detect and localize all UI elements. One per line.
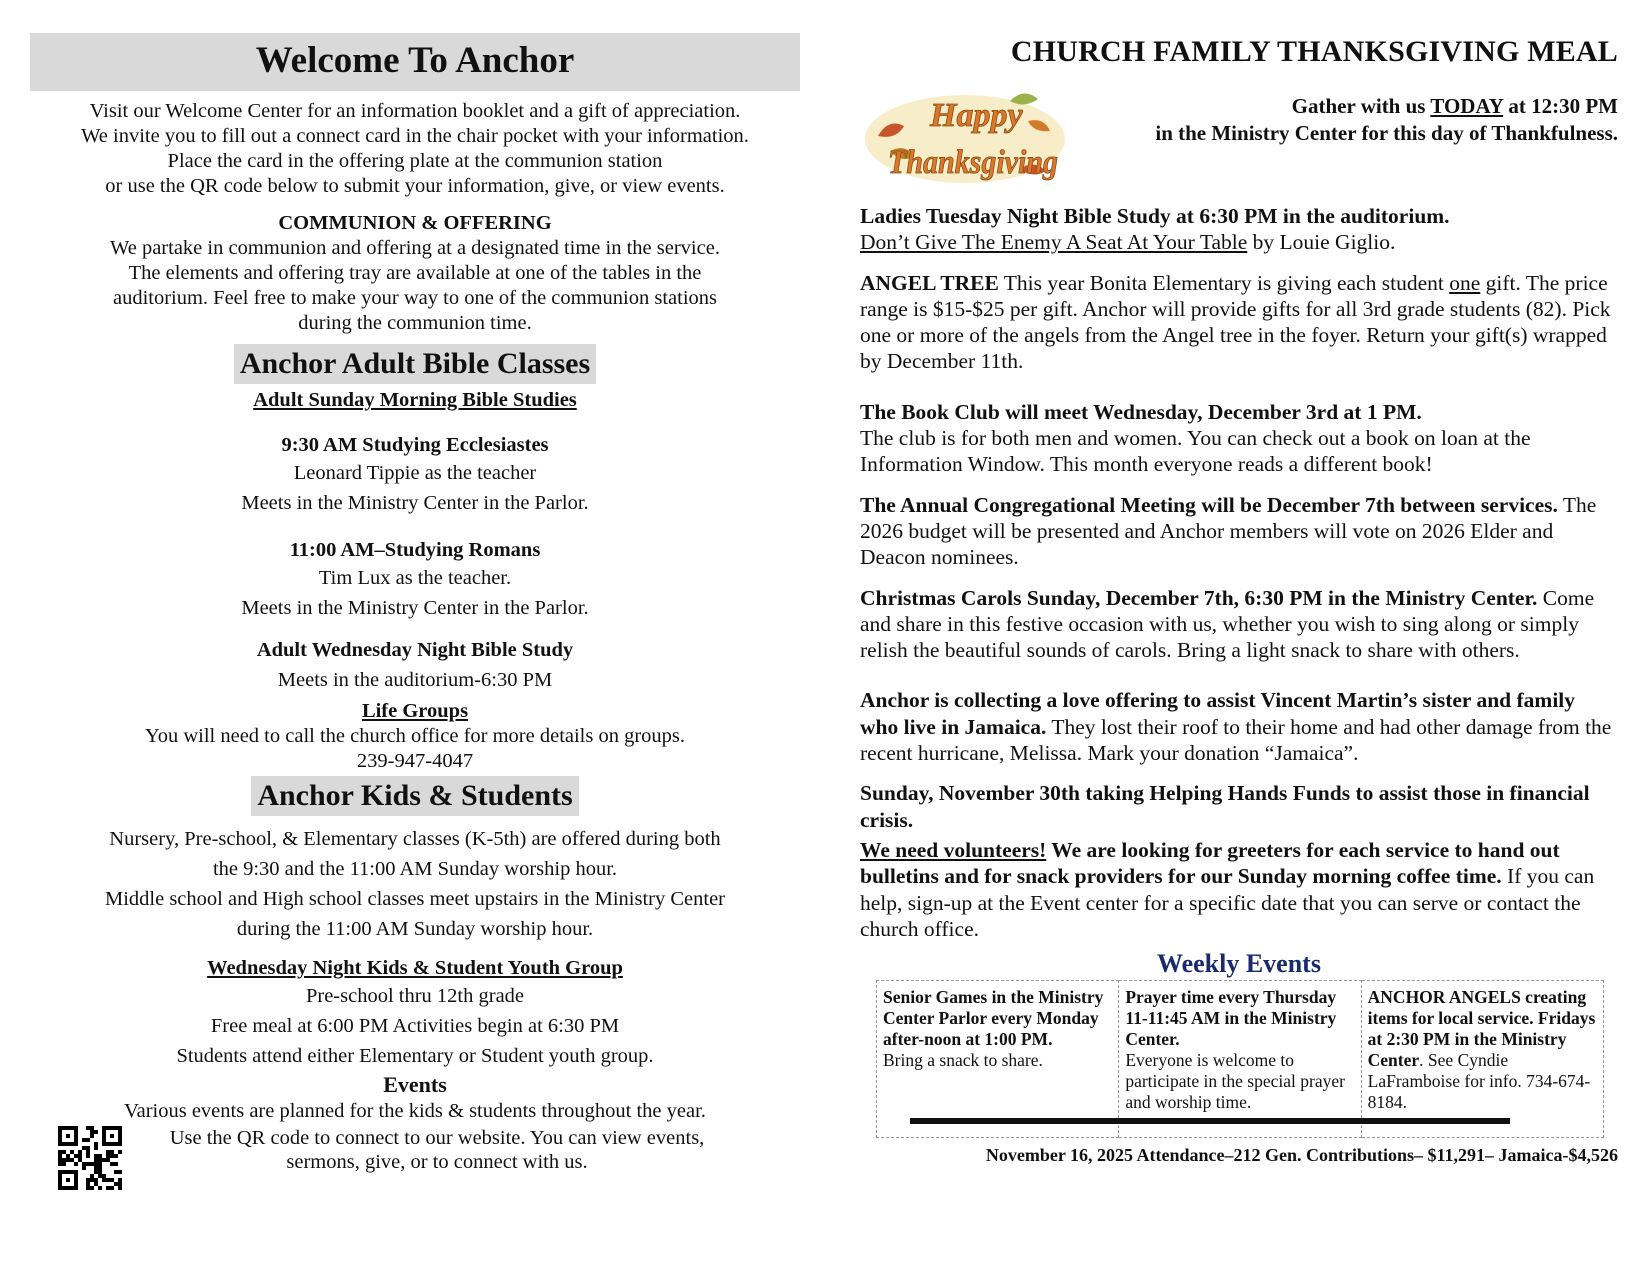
cell3-bold: ANCHOR ANGELS creating items for local service. Fridays at 2:30 PM in the Ministry Center: [1367, 987, 1596, 1071]
communion-line: auditorium. Feel free to make your way to one of the communion stations: [112, 287, 718, 309]
wednesday-heading: Adult Wednesday Night Bible Study: [256, 639, 574, 661]
angel-bold: ANGEL TREE: [860, 270, 999, 295]
class2-heading: 11:00 AM–Studying Romans: [289, 539, 541, 561]
left-column: [30, 33, 800, 1190]
youth-line: Pre-school thru 12th grade: [305, 985, 525, 1007]
life-groups-phone: 239-947-4047: [356, 750, 474, 772]
book-club: [860, 399, 1618, 478]
volunteers-bold: We are looking for greeters for each service to hand out bulletins and for snack providers for our Sunday morning coffee time.: [860, 837, 1560, 889]
ladies-study: [860, 203, 1618, 256]
gather-post: at 12:30 PM: [1503, 94, 1618, 118]
events-line: Various events are planned for the kids & students throughout the year.: [124, 1100, 706, 1122]
gather-today: TODAY: [1430, 94, 1504, 118]
qr-text: [132, 1126, 742, 1174]
ladies-author: by Louie Giglio.: [1247, 230, 1396, 255]
angel-tree: [860, 270, 1618, 375]
annual-meeting: [860, 492, 1618, 571]
book-bold: The Book Club will meet Wednesday, December 3rd at 1 PM.: [860, 399, 1422, 424]
weekly-event-anchor-angels: [1361, 981, 1603, 1138]
cell2-text: Everyone is welcome to participate in the special prayer and worship time.: [1125, 1050, 1345, 1113]
life-groups-heading: Life Groups: [361, 700, 469, 722]
christmas-carols: [860, 585, 1618, 664]
weekly-event-senior-games: [877, 981, 1119, 1138]
jamaica-bold: Anchor is collecting a love offering to assist Vincent Martin’s sister and family who live in Jamaica.: [860, 688, 1576, 739]
adult-sunday-subtitle: Adult Sunday Morning Bible Studies: [253, 389, 577, 411]
annual-text: The 2026 budget will be presented and Anchor members will vote on 2026 Elder and Deacon nominees.: [860, 492, 1597, 570]
kids-line: the 9:30 and the 11:00 AM Sunday worship hour.: [212, 858, 618, 880]
welcome-line: Place the card in the offering plate at the communion station: [167, 150, 663, 172]
jamaica-offering: [860, 687, 1618, 766]
angel-one: one: [1449, 270, 1481, 295]
welcome-title: Welcome To Anchor: [30, 33, 800, 91]
cell3-text: . See Cyndie LaFramboise for info. 734-674-8184.: [1367, 1050, 1591, 1113]
youth-line: Students attend either Elementary or Student youth group.: [176, 1045, 654, 1067]
ladies-bold: Ladies Tuesday Night Bible Study at 6:30 PM in the auditorium.: [860, 204, 1450, 228]
book-text: The club is for both men and women. You can check out a book on loan at the Information Window. This month everyone reads a different book!: [860, 426, 1531, 477]
welcome-line: Visit our Welcome Center for an information booklet and a gift of appreciation.: [89, 100, 741, 122]
thanksgiving-title: CHURCH FAMILY THANKSGIVING MEAL: [1010, 35, 1618, 68]
class1-heading: 9:30 AM Studying Ecclesiastes: [281, 434, 549, 456]
kids-line: Nursery, Pre-school, & Elementary classes (K-5th) are offered during both: [109, 828, 721, 850]
ladies-book: Don’t Give The Enemy A Seat At Your Table: [860, 230, 1248, 255]
qr-text-line1: Use the QR code to connect to our website. You can view events,: [169, 1127, 705, 1149]
divider-bar: [910, 1118, 1510, 1124]
kids-line: Middle school and High school classes meet upstairs in the Ministry Center: [104, 888, 726, 910]
qr-row: [58, 1126, 800, 1190]
communion-heading: COMMUNION & OFFERING: [278, 212, 552, 234]
class1-location: Meets in the Ministry Center in the Parlor.: [241, 492, 589, 514]
communion-line: The elements and offering tray are available at one of the tables in the: [128, 262, 702, 284]
weekly-events-wrap: [860, 980, 1618, 1138]
cell1-text: Bring a snack to share.: [883, 1050, 1043, 1071]
carols-bold: Christmas Carols Sunday, December 7th, 6:30 PM in the Ministry Center.: [860, 585, 1538, 610]
welcome-text: [30, 99, 800, 199]
footer-stats: November 16, 2025 Attendance–212 Gen. Contributions– $11,291– Jamaica-$4,526: [985, 1145, 1618, 1166]
adult-classes-title: Anchor Adult Bible Classes: [234, 344, 596, 384]
jamaica-text: They lost their roof to their home and had other damage from the recent hurricane, Melissa. Mark your donation “Jamaica”.: [860, 714, 1612, 766]
welcome-line: or use the QR code below to submit your information, give, or view events.: [105, 175, 725, 197]
volunteers-underline: We need volunteers!: [860, 837, 1047, 862]
weekly-events-table: [876, 980, 1604, 1138]
carols-text: Come and share in this festive occasion with us, whether you wish to sing along or simply relish the beautiful sounds of carols. Bring a light snack to share with others.: [860, 585, 1595, 663]
happy-thanksgiving-logo: [860, 81, 1070, 191]
helping-hands: Sunday, November 30th taking Helping Hands Funds to assist those in financial crisis.: [860, 781, 1590, 832]
communion-section: [30, 211, 800, 336]
class2-teacher: Tim Lux as the teacher.: [318, 567, 512, 589]
angel-pre: This year Bonita Elementary is giving each student: [998, 270, 1450, 295]
thanksgiving-row: [860, 81, 1618, 191]
cell2-bold: Prayer time every Thursday 11-11:45 AM in the Ministry Center.: [1125, 987, 1337, 1050]
volunteers: [860, 837, 1618, 942]
angel-post: gift. The price range is $15-$25 per gift. Anchor will provide gifts for all 3rd grade students (82). Pick one or more of the angels from the Angel tree in the foyer. Return your gift(s) wrapped by December 11th.: [860, 270, 1611, 374]
class1-teacher: Leonard Tippie as the teacher: [293, 462, 537, 484]
weekly-event-prayer: [1119, 981, 1361, 1138]
kids-line: during the 11:00 AM Sunday worship hour.: [236, 918, 594, 940]
annual-bold: The Annual Congregational Meeting will be December 7th between services.: [860, 492, 1558, 517]
communion-line: during the communion time.: [298, 312, 532, 334]
thanksgiving-info: [1155, 81, 1618, 191]
welcome-line: We invite you to fill out a connect card in the chair pocket with your information.: [81, 125, 749, 147]
logo-happy: Happy: [930, 97, 1023, 134]
youth-heading: Wednesday Night Kids & Student Youth Group: [207, 957, 623, 979]
events-heading: Events: [383, 1072, 447, 1097]
youth-line: Free meal at 6:00 PM Activities begin at 6:30 PM: [210, 1015, 620, 1037]
life-groups-detail: You will need to call the church office for more details on groups.: [144, 725, 686, 747]
kids-section: [30, 776, 800, 1124]
class2-location: Meets in the Ministry Center in the Parlor.: [241, 597, 589, 619]
qr-code[interactable]: [58, 1126, 122, 1190]
weekly-events-title: Weekly Events: [1157, 949, 1321, 979]
logo-thanksgiving: Thanksgiving: [888, 144, 1058, 181]
cell1-bold: Senior Games in the Ministry Center Parlor every Monday after-noon at 1:00 PM.: [883, 987, 1104, 1050]
gather-pre: Gather with us: [1291, 94, 1431, 118]
volunteers-text: If you can help, sign-up at the Event center for a specific date that you can serve or contact the church office.: [860, 864, 1595, 941]
wednesday-detail: Meets in the auditorium-6:30 PM: [277, 669, 553, 691]
qr-text-line2: sermons, give, or to connect with us.: [286, 1151, 588, 1173]
right-column: [860, 33, 1618, 1166]
communion-line: We partake in communion and offering at a designated time in the service.: [110, 237, 720, 259]
kids-title: Anchor Kids & Students: [251, 776, 578, 816]
gather-line2: in the Ministry Center for this day of Thankfulness.: [1155, 121, 1618, 145]
adult-classes-section: [30, 344, 800, 774]
